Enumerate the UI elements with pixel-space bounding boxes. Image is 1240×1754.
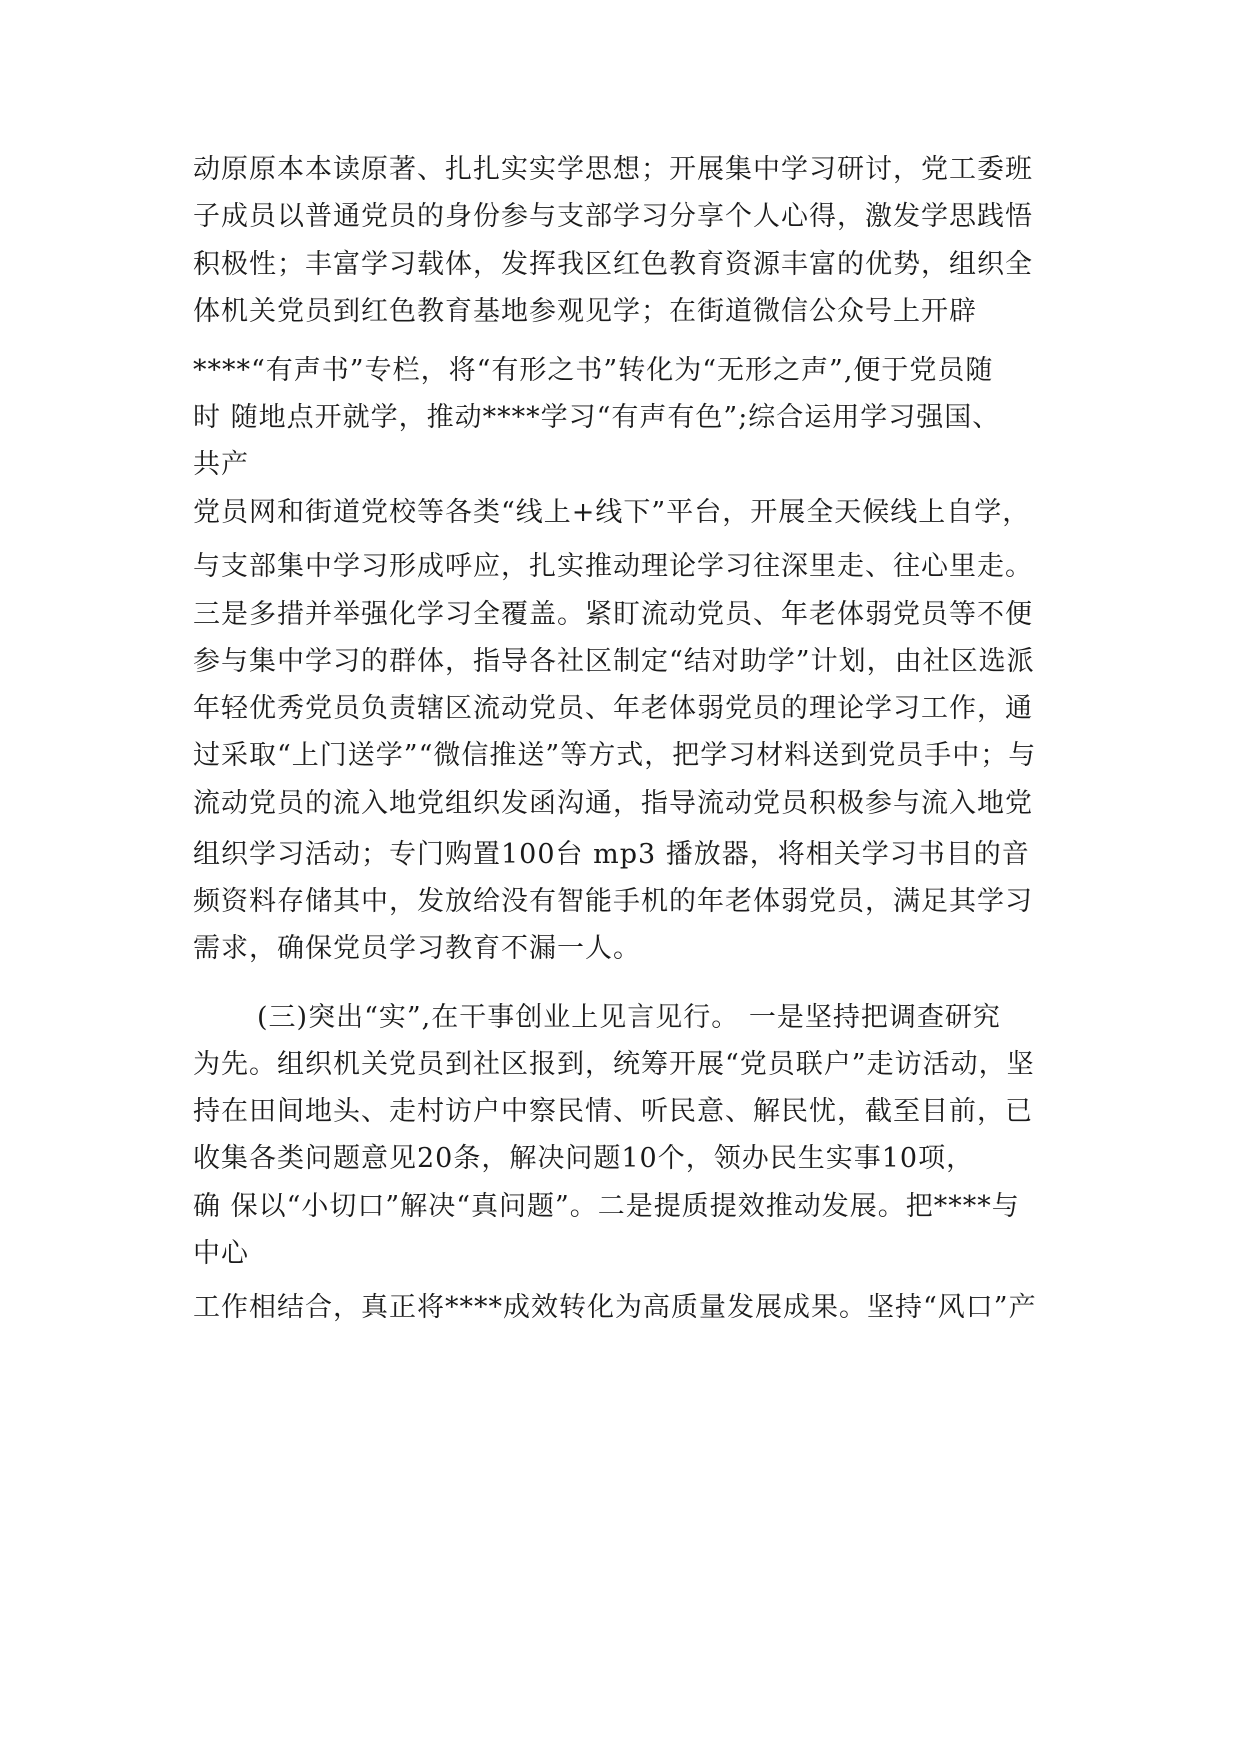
text-line: 年轻优秀党员负责辖区流动党员、年老体弱党员的理论学习工作，通 [193, 693, 1033, 724]
section-heading-line: (三)突出“实”,在干事创业上见言见行。 一是坚持把调查研究 [257, 1002, 1001, 1033]
text-line: 中心 [193, 1238, 249, 1269]
text-line: 为先。组织机关党员到社区报到，统筹开展“党员联户”走访活动，坚 [193, 1049, 1035, 1080]
text-line: 流动党员的流入地党组织发函沟通，指导流动党员积极参与流入地党 [193, 788, 1033, 819]
text-line: 共产 [193, 449, 249, 480]
text-line: 与支部集中学习形成呼应，扎实推动理论学习往深里走、往心里走。 [193, 551, 1033, 582]
text-line: 积极性；丰富学习载体，发挥我区红色教育资源丰富的优势，组织全 [193, 249, 1033, 280]
text-line: 体机关党员到红色教育基地参观见学；在街道微信公众号上开辟 [193, 296, 977, 327]
text-line: 组织学习活动；专门购置100台 mp3 播放器，将相关学习书目的音 [193, 839, 1030, 870]
text-line: 参与集中学习的群体，指导各社区制定“结对助学”计划，由社区选派 [193, 646, 1035, 677]
text-line: 确 保以“小切口”解决“真问题”。二是提质提效推动发展。把****与 [193, 1191, 1020, 1222]
text-line: 三是多措并举强化学习全覆盖。紧盯流动党员、年老体弱党员等不便 [193, 599, 1033, 630]
text-line: 收集各类问题意见20条，解决问题10个，领办民生实事10项， [193, 1143, 975, 1174]
text-line: 党员网和街道党校等各类“线上+线下”平台，开展全天候线上自学， [193, 497, 1031, 528]
text-line: 工作相结合，真正将****成效转化为高质量发展成果。坚持“风口”产 [193, 1292, 1037, 1323]
text-line: 时 随地点开就学，推动****学习“有声有色”;综合运用学习强国、 [193, 402, 1001, 433]
text-line: 过采取“上门送学”“微信推送”等方式，把学习材料送到党员手中；与 [193, 740, 1037, 771]
text-line: 频资料存储其中，发放给没有智能手机的年老体弱党员，满足其学习 [193, 886, 1033, 917]
text-line: 动原原本本读原著、扎扎实实学思想；开展集中学习研讨，党工委班 [193, 154, 1033, 185]
text-line: 持在田间地头、走村访户中察民情、听民意、解民忧，截至目前，已 [193, 1096, 1033, 1127]
text-line: 需求，确保党员学习教育不漏一人。 [193, 933, 641, 964]
text-line: 子成员以普通党员的身份参与支部学习分享个人心得，激发学思践悟 [193, 201, 1033, 232]
text-line: ****“有声书”专栏，将“有形之书”转化为“无形之声”,便于党员随 [193, 355, 994, 386]
